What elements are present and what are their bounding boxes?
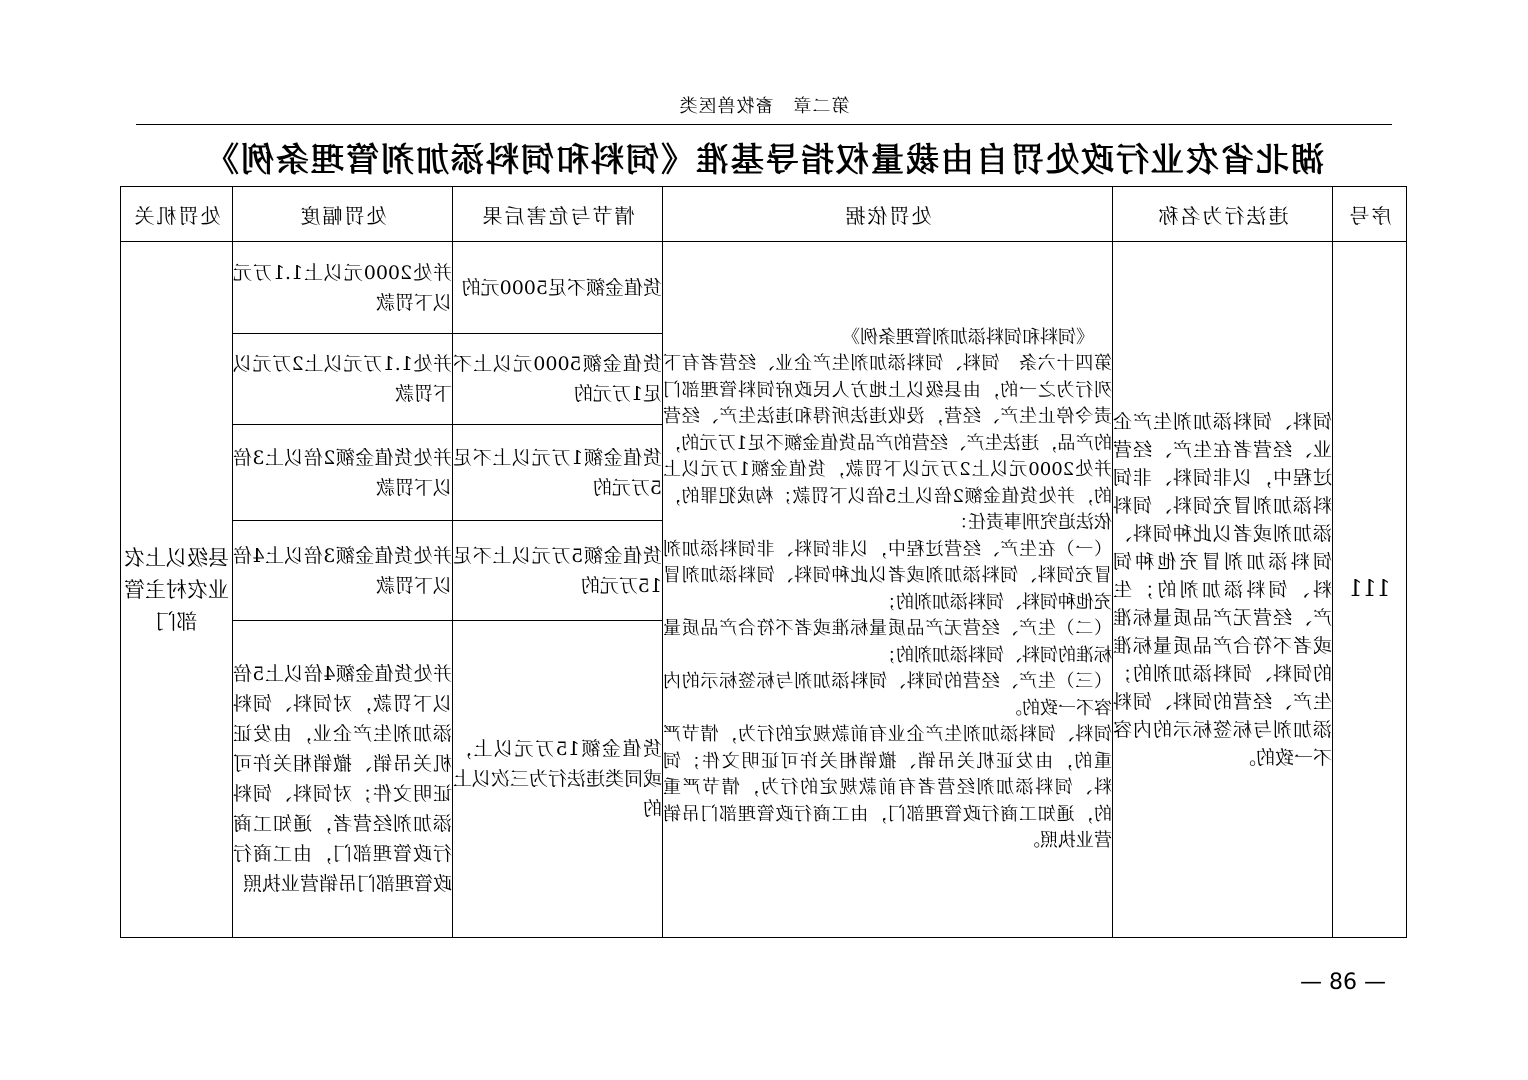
header-circumstance: 情节与危害后果 — [453, 187, 663, 242]
header-penalty: 处罚幅度 — [233, 187, 453, 242]
header-row — [121, 187, 1407, 242]
circumstance-cell: 货值金额不足5000元的 — [453, 242, 663, 334]
circumstance-cell: 货值金额1万元以上不足5万元的 — [453, 425, 663, 521]
header-rule — [136, 124, 1392, 125]
seq-cell: 111 — [1333, 242, 1407, 938]
penalty-cell: 并处2000元以上1.1万元以下罚款 — [233, 242, 453, 334]
chapter-header: 第二章 畜牧兽医类 — [678, 96, 850, 117]
page-number: — 86 — — [1300, 970, 1386, 995]
violation-text: 饲料、饲料添加剂生产企业、经营者在生产、经营过程中，以非饲料、非饲料添加剂冒充饲料、饲料添加剂或者以此种饲料、饲料添加剂冒充他种饲料、饲料添加剂的；生产、经营无产品质量标准或者不符合产品质量标准的饲料、饲料添加剂的；生产、经营的饲料、饲料添加剂与标签标示的内容不一致的。 — [1113, 410, 1332, 769]
header-seq: 序号 — [1333, 187, 1407, 242]
table-row — [121, 242, 1407, 334]
violation-cell — [1113, 242, 1333, 938]
circumstance-cell: 货值金额15万元以上，或同类违法行为三次以上的 — [453, 621, 663, 938]
penalty-table — [120, 186, 1407, 938]
circumstance-cell: 货值金额5000元以上不足1万元的 — [453, 334, 663, 425]
basis-cell — [663, 242, 1113, 938]
header-basis: 处罚依据 — [663, 187, 1113, 242]
basis-law-title: 《饲料和饲料添加剂管理条例》 — [842, 326, 1094, 348]
basis-item-3: （三）生产、经营的饲料、饲料添加剂与标签标示的内容不一致的。 — [663, 671, 1112, 719]
basis-item-2: （二）生产、经营无产品质量标准或者不符合产品质量标准的饲料、饲料添加剂的； — [663, 618, 1112, 666]
authority-cell: 县级以上农业农村主管部门 — [121, 242, 233, 938]
header-violation: 违法行为名称 — [1113, 187, 1333, 242]
penalty-cell: 并处货值金额4倍以上5倍以下罚款，对饲料、饲料添加剂生产企业，由发证机关吊销、撤销相关许可证明文件；对饲料、饲料添加剂经营者，通知工商行政管理部门，由工商行政管理部门吊销营业执照 — [233, 621, 453, 938]
document-title: 湖北省农业行政处罚自由裁量权指导基准《饲料和饲料添加剂管理条例》 — [204, 140, 1324, 179]
basis-article: 第四十六条 饲料、饲料添加剂生产企业、经营者有下列行为之一的，由县级以上地方人民政府饲料管理部门责令停止生产、经营，没收违法所得和违法生产、经营的产品，违法生产、经营的产品货值金额不足1万元的，并处2000元以上2万元以下罚款，货值金额1万元以上的，并处货值金额2倍以上5倍以下罚款；构成犯罪的，依法追究刑事责任： — [663, 353, 1112, 533]
penalty-cell: 并处1.1万元以上2万元以下罚款 — [233, 334, 453, 425]
basis-item-1: （一）在生产、经营过程中，以非饲料、非饲料添加剂冒充饲料、饲料添加剂或者以此种饲料、饲料添加剂冒充他种饲料、饲料添加剂的； — [663, 538, 1112, 613]
basis-closing: 饲料、饲料添加剂生产企业有前款规定的行为，情节严重的，由发证机关吊销、撤销相关许可证明文件；饲料、饲料添加剂经营者有前款规定的行为，情节严重的，通知工商行政管理部门，由工商行政管理部门吊销营业执照。 — [663, 724, 1112, 851]
penalty-cell: 并处货值金额2倍以上3倍以下罚款 — [233, 425, 453, 521]
circumstance-cell: 货值金额5万元以上不足15万元的 — [453, 521, 663, 621]
header-authority: 处罚机关 — [121, 187, 233, 242]
penalty-cell: 并处货值金额3倍以上4倍以下罚款 — [233, 521, 453, 621]
